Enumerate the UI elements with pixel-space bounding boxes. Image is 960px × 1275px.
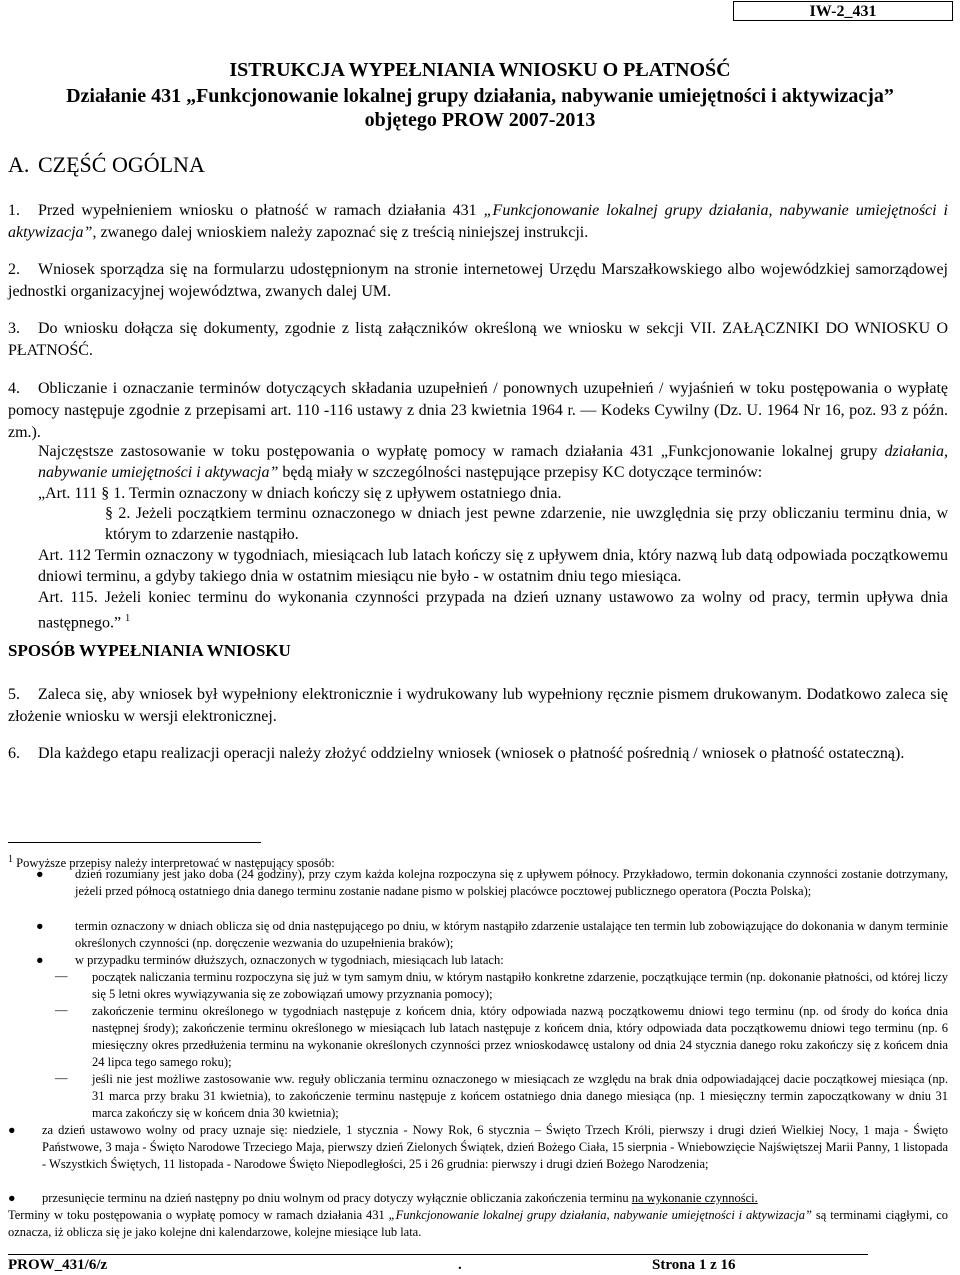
footnote-dash-1: początek naliczania terminu rozpoczyna się już w tym samym dniu, w którym nastąpiło konkretne zdarzenie, początkujące termin (np. dokonanie płatności, od której liczy się 5 letni okres wywiązywania się ze zobowiązań umowy przyznania pomocy);	[92, 970, 948, 1001]
article-111-par-2: § 2. Jeżeli początkiem terminu oznaczonego w dniach jest pewne zdarzenie, nie uwzględnia się przy obliczaniu terminu dnia, w którym to zdarzenie nastąpiło.	[105, 505, 948, 543]
item-number: 5.	[8, 686, 20, 703]
title-line-1: ISTRUKCJA WYPEŁNIANIA WNIOSKU O PŁATNOŚĆ	[229, 59, 731, 81]
item-text: Dla każdego etapu realizacji operacji należy złożyć oddzielny wniosek (wniosek o płatność pośrednią / wniosek o płatność ostateczną).	[38, 745, 905, 762]
footer-separator	[8, 1254, 868, 1255]
dash-icon: ―	[55, 969, 68, 983]
instruction-item-3	[8, 318, 948, 362]
item-number: 2.	[8, 261, 20, 278]
item-number: 3.	[8, 320, 20, 337]
article-text: Art. 115. Jeżeli koniec terminu do wykonania czynności przypada na dzień uznany ustawowo za wolny od pracy, termin upływa dnia następnego.”	[38, 589, 948, 632]
paragraph-text: Najczęstsze zastosowanie w toku postępowania o wypłatę pomocy w ramach działania 431 „Funkcjonowanie lokalnej grupy	[38, 443, 885, 460]
footnote-text: przesunięcie terminu na dzień następny po dniu wolnym od pracy dotyczy wyłącznie obliczania zakończenia terminu	[42, 1191, 632, 1205]
section-heading: SPOSÓB WYPEŁNIANIA WNIOSKU	[8, 641, 291, 660]
footnote-text: są terminami ciągłymi, co oznacza, iż oblicza się je jako kolejne dni kalendarzowe, kolejne miesiące lub lata.	[8, 1208, 949, 1239]
footnote-closing	[8, 1207, 948, 1241]
dash-icon: ―	[55, 1003, 68, 1017]
footnote-number: 1	[8, 854, 13, 865]
section-a-label: A.	[8, 152, 30, 177]
bullet-icon: ●	[36, 919, 44, 933]
item-number: 4.	[8, 380, 20, 397]
title-line-2: Działanie 431 „Funkcjonowanie lokalnej grupy działania, nabywanie umiejętności i aktywizacja”	[66, 85, 894, 107]
footer-page-number: Strona 1 z 16	[652, 1257, 736, 1273]
bullet-icon: ●	[36, 867, 44, 881]
instruction-item-6	[8, 743, 948, 765]
item-number: 1.	[8, 202, 20, 219]
paragraph-text: będą miały w szczególności następujące przepisy KC dotyczące terminów:	[278, 464, 763, 481]
footnote-dash-2: zakończenie terminu określonego w tygodniach następuje z końcem dnia, który odpowiada nazwą początkowemu dniowi tego terminu (np. od środy do końca dnia następnej środy); zakończenie terminu określonego w miesiącach lub latach następuje z końcem dnia, który odpowiada data początkowemu dniowi tego terminu (np. 6 miesięczny okres przedłużenia terminu na wykonanie określonych czynności przez wnioskodawcę ustalony od dnia 24 stycznia danego roku zakończy się z końcem dnia 24 lipca tego samego roku);	[92, 1004, 948, 1069]
item-text: Do wniosku dołącza się dokumenty, zgodnie z listą załączników określoną we wniosku w sekcji VII. ZAŁĄCZNIKI DO WNIOSKU O PŁATNOŚĆ.	[8, 320, 948, 359]
article-111-par-1: „Art. 111 § 1. Termin oznaczony w dniach kończy się z upływem ostatniego dnia.	[38, 485, 562, 502]
item-text: , zwanego dalej wnioskiem należy zapoznać się z treścią niniejszej instrukcji.	[92, 224, 589, 241]
document-id-box: IW-2_431	[733, 1, 953, 21]
footer-center-mark: .	[458, 1257, 462, 1273]
item-text: Zaleca się, aby wniosek był wypełniony elektronicznie i wydrukowany lub wypełniony ręcznie pismem drukowanym. Dodatkowo zaleca się złożenie wniosku w wersji elektronicznej.	[8, 686, 948, 725]
footnote-text-italic: „Funkcjonowanie lokalnej grupy działania, nabywanie umiejętności i aktywizacja”	[388, 1208, 813, 1222]
title-line-3: objętego PROW 2007-2013	[364, 109, 596, 131]
section-a-title: CZĘŚĆ OGÓLNA	[38, 152, 205, 177]
article-text: Art. 112 Termin oznaczony w tygodniach, miesiącach lub latach kończy się z upływem dnia, który nazwą lub datą odpowiada początkowemu dniowi terminu, a gdyby takiego dnia w ostatnim miesiącu nie było - w ostatnim dniu tego miesiąca.	[38, 547, 948, 585]
footnote-text: Terminy w toku postępowania o wypłatę pomocy w ramach działania 431	[8, 1208, 389, 1222]
footnote-bullet-3: w przypadku terminów dłuższych, oznaczonych w tygodniach, miesiącach lub latach:	[75, 953, 504, 967]
item-number: 6.	[8, 745, 20, 762]
footnote-bullet-1: dzień rozumiany jest jako doba (24 godziny), przy czym każda kolejna rozpoczyna się z upływem północy. Przykładowo, termin dokonania czynności zostanie dotrzymany, jeżeli przed północą ostatniego dnia danego terminu zostanie nadane pismo w polskiej placówce pocztowej publicznego operatora (Poczta Polska);	[75, 867, 948, 898]
item-text: Przed wypełnieniem wniosku o płatność w ramach działania 431	[38, 202, 484, 219]
item-text: Wniosek sporządza się na formularzu udostępnionym na stronie internetowej Urzędu Marszałkowskiego albo wojewódzkiej samorządowej jednostki organizacyjnej województwa, zwanych dalej UM.	[8, 261, 948, 300]
footnote-bullet-5	[42, 1190, 948, 1207]
footnote-dash-3: jeśli nie jest możliwe zastosowanie ww. reguły obliczania terminu oznaczonego w miesiącach ze względu na brak dnia odpowiadającej dacie początkowej miesiąca (np. 31 marca przy braku 31 kwietnia), to zakończenie terminu następuje z końcem ostatniego dnia danego miesiąca (np. 1 miesięczny termin zapoczątkowany w dniu 31 marca zakończy się w końcem dnia 30 kwietnia);	[92, 1072, 948, 1120]
item-text-italic: „Funkcjonowanie lokalnej grupy działania, nabywanie umiejętności i aktywizacja”	[8, 202, 948, 241]
item-text: Obliczanie i oznaczanie terminów dotyczących składania uzupełnień / ponownych uzupełnień / wyjaśnień w toku postępowania o wypłatę pomocy następuje zgodnie z przepisami art. 110 -116 ustawy z dnia 23 kwietnia 1964 r. ― Kodeks Cywilny (Dz. U. 1964 Nr 16, poz. 93 z późn. zm.).	[8, 380, 948, 441]
bullet-icon: ●	[36, 953, 44, 967]
instruction-item-5	[8, 684, 948, 728]
footnote-text: Powyższe przepisy należy interpretować w następujący sposób:	[16, 856, 335, 871]
footer-doc-code: PROW_431/6/z	[8, 1257, 108, 1273]
footnote-separator	[8, 842, 261, 843]
footnote-bullet-4: za dzień ustawowo wolny od pracy uznaje się: niedziele, 1 stycznia - Nowy Rok, 6 stycznia – Święto Trzech Króli, pierwszy i drugi dzień Wielkiej Nocy, 1 maja - Święto Państwowe, 3 maja - Święto Narodowe Trzeciego Maja, pierwszy dzień Zielonych Świątek, dzień Bożego Ciała, 15 sierpnia - Wniebowzięcie Najświętszej Marii Panny, 1 listopada - Wszystkich Świętych, 11 listopada - Narodowe Święto Niepodległości, 25 i 26 grudnia: pierwszy i drugi dzień Bożego Narodzenia;	[42, 1123, 948, 1171]
instruction-item-1	[8, 200, 948, 244]
article-112	[38, 545, 948, 587]
section-a-heading	[8, 152, 205, 178]
instruction-item-2	[8, 259, 948, 303]
item-4-paragraph-2	[38, 441, 948, 483]
footnote-bullet-2: termin oznaczony w dniach oblicza się od dnia następującego po dniu, w którym nastąpiło zdarzenie ustalające ten termin lub zobowiązujące do dokonania w danym terminie określonych czynności (np. doręczenie wezwania do uzupełnienia braków);	[75, 919, 948, 950]
footnote-reference[interactable]: 1	[125, 613, 131, 624]
bullet-icon: ●	[8, 1123, 16, 1137]
footnote-text-underlined: na wykonanie czynności.	[631, 1191, 758, 1205]
article-115	[38, 587, 948, 633]
dash-icon: ―	[55, 1071, 68, 1085]
paragraph-text-italic: działania, nabywanie umiejętności i aktywacja”	[38, 443, 948, 481]
bullet-icon: ●	[8, 1191, 16, 1205]
instruction-item-4	[8, 378, 948, 444]
